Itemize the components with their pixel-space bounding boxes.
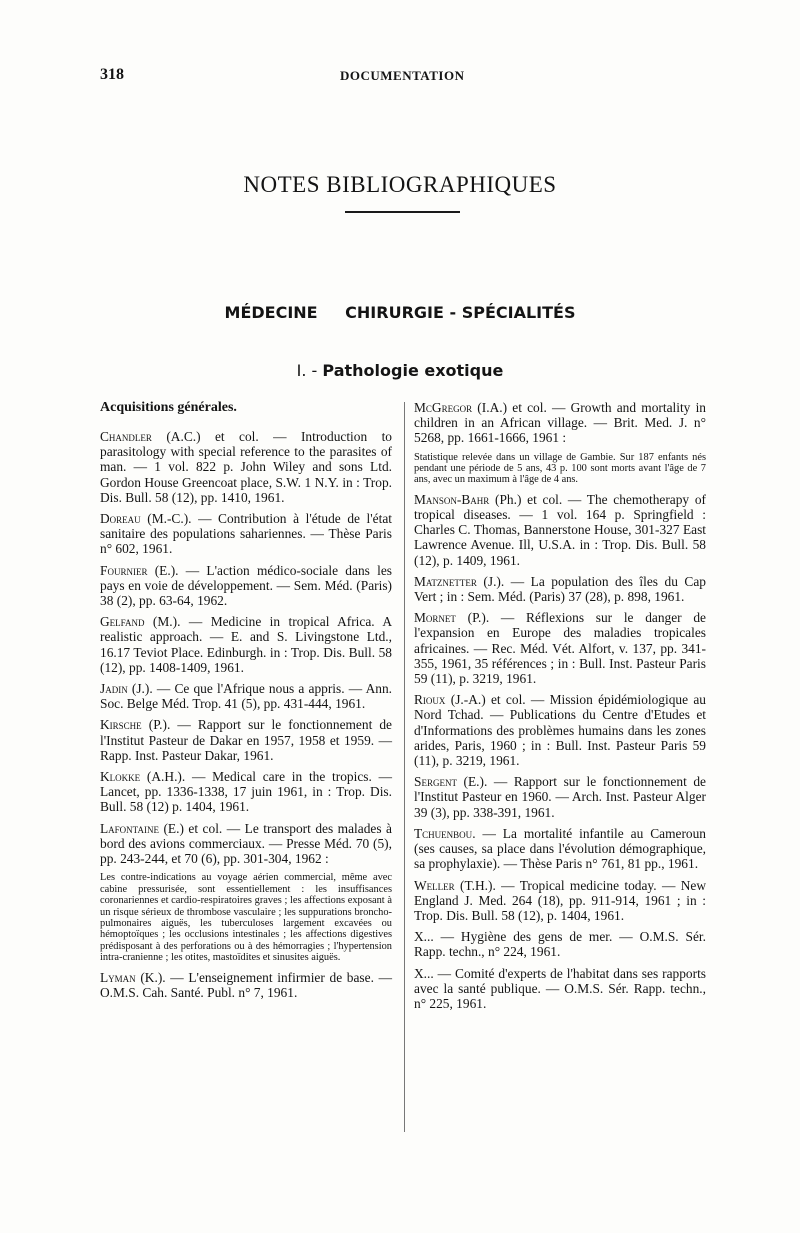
right-column xyxy=(414,400,706,1017)
bibliography-entry xyxy=(414,400,706,446)
bibliography-entry xyxy=(414,929,706,959)
entry-text: (A.H.). — Medical care in the tropics. — Lancet, pp. 1336-1338, 17 juin 1961, in : Trop. Dis. Bull. 58 (12) p. 1404, 1961. xyxy=(100,769,392,815)
bibliography-entry xyxy=(100,717,392,763)
bibliography-entry xyxy=(414,774,706,820)
entry-text: (E.) et col. — Le transport des malades à bord des avions commerciaux. — Presse Méd. 70 (5), pp. 243-244, et 70 (6), pp. 301-304, 1962 : xyxy=(100,820,392,867)
bibliography-entry xyxy=(414,574,706,604)
bibliography-entry xyxy=(100,429,392,505)
bibliography-entry xyxy=(100,821,392,867)
entry-author: Tchuenbou xyxy=(414,825,473,841)
entry-author: Matznetter xyxy=(414,573,477,589)
section-title xyxy=(0,303,800,322)
entry-author: Rioux xyxy=(414,692,446,708)
entry-text: — Hygiène des gens de mer. — O.M.S. Sér. Rapp. techn., n° 224, 1961. xyxy=(414,929,706,960)
entry-text: (E.). — Rapport sur le fonctionnement de l'Institut Pasteur en 1960. — Arch. Inst. Pasteur Alger 39 (3), pp. 338-391, 1961. xyxy=(414,774,706,820)
entry-text: (M.-C.). — Contribution à l'étude de l'état sanitaire des populations sahariennes. — Thèse Paris n° 602, 1961. xyxy=(100,511,392,557)
entry-author: X... xyxy=(414,965,434,981)
running-head: DOCUMENTATION xyxy=(340,68,465,83)
bibliography-entry xyxy=(414,692,706,768)
entry-text: (A.C.) et col. — Introduction to parasitology with special reference to the parasites of man. — 1 vol. 822 p. John Wiley and sons Ltd. Gordon House Greencoat place, S.W. 1 N.Y. in : Trop. Dis. Bull. 58 (12), pp. 1410, 1961. xyxy=(100,429,392,505)
entry-text: (J.). — Ce que l'Afrique nous a appris. — Ann. Soc. Belge Méd. Trop. 41 (5), pp. 431-444, 1961. xyxy=(100,681,392,712)
entry-text: (T.H.). — Tropical medicine today. — New England J. Med. 264 (18), pp. 911-914, 1961 ; in : Trop. Dis. Bull. 58 (12), p. 1404, 1961. xyxy=(414,877,706,923)
entry-author: Lyman xyxy=(100,969,136,985)
column-divider xyxy=(404,402,405,1132)
entry-text: (J.-A.) et col. — Mission épidémiologique au Nord Tchad. — Publications du Centre d'Etudes et d'Informations des problèmes humains dans les zones arides, Paris, 1960 ; in : Bull. Inst. Pasteur Paris 59 (11), p. 3219, 1961. xyxy=(414,692,706,769)
page-number: 318 xyxy=(100,66,124,83)
entry-text: (I.A.) et col. — Growth and mortality in children in an African village. — Brit. Med. J. n° 5268, pp. 1661-1666, 1961 : xyxy=(414,400,706,446)
entry-author: Fournier xyxy=(100,562,148,578)
bibliography-entry xyxy=(100,563,392,609)
entry-text: (K.). — L'enseignement infirmier de base. — O.M.S. Cah. Santé. Publ. n° 7, 1961. xyxy=(100,969,392,1000)
entry-author: McGregor xyxy=(414,400,473,415)
bibliography-entry xyxy=(100,511,392,557)
entry-note: Les contre-indications au voyage aérien commercial, même avec cabine pressurisée, sont essentiellement : les insuffisances coronariennes et cardio-respiratoires graves ; les affections exposant à un risque sérieux de thrombose vasculaire ; les suppurations broncho-pulmonaires aiguës, les tuberculoses largement excavées ou hémoptoïques ; les occlusions intestinales ; les affections digestives prédisposant à des perforations ou à des hémorragies ; l'hypertension intra-cranienne ; les otites, mastoïdites et sinusites aiguës. xyxy=(100,872,392,964)
entry-text: (J.). — La population des îles du Cap Vert ; in : Sem. Méd. (Paris) 37 (28), p. 898, 1961. xyxy=(414,573,706,605)
bibliography-entry xyxy=(100,681,392,711)
entry-author: Doreau xyxy=(100,511,141,527)
page-title: NOTES BIBLIOGRAPHIQUES xyxy=(243,172,557,197)
section-right: SPÉCIALITÉS xyxy=(461,303,576,322)
bibliography-entry xyxy=(100,769,392,815)
entry-text: (M.). — Medicine in tropical Africa. A realistic approach. — E. and S. Livingstone Ltd., 16.17 Teviot Place. Edinburgh. in : Trop. Dis. Bull. 58 (12), pp. 1408-1409, 1961. xyxy=(100,614,392,675)
right-entries xyxy=(414,400,706,1011)
entry-note: Statistique relevée dans un village de Gambie. Sur 187 enfants nés pendant une période de 5 ans, 43 p. 100 sont morts avant l'âge de 7 ans, avec un maximum à l'âge de 4 ans. xyxy=(414,451,706,486)
entry-text: (P.). — Réflexions sur le danger de l'expansion en Europe des maladies tropicales africaines. — Rec. Méd. Vét. Alfort, v. 137, pp. 341-355, 1961, 35 références ; in : Bull. Inst. Pasteur Paris 59 (11), p. 3219, 1961. xyxy=(414,610,706,687)
bibliography-entry xyxy=(414,966,706,1012)
entry-author: Weller xyxy=(414,877,455,893)
section-middle: CHIRURGIE xyxy=(345,303,444,322)
left-entries xyxy=(100,429,392,1000)
entry-author: X... xyxy=(414,929,434,945)
entry-author: Manson-Bahr xyxy=(414,491,490,507)
entry-author: Chandler xyxy=(100,429,152,444)
bibliography-entry xyxy=(414,492,706,568)
entry-author: Jadin xyxy=(100,681,128,697)
entry-author: Klokke xyxy=(100,769,141,785)
subsection-title xyxy=(0,361,800,380)
section-left: MÉDECINE xyxy=(224,303,318,322)
section-sep: - xyxy=(449,303,457,322)
entry-text: . — La mortalité infantile au Cameroun (ses causes, sa place dans l'évolution démographique, sa prophylaxie). — Thèse Paris n° 761, 81 pp., 1961. xyxy=(414,825,706,872)
entry-author: Sergent xyxy=(414,774,457,790)
left-column xyxy=(100,400,392,1006)
group-heading: Acquisitions générales. xyxy=(100,400,237,415)
subsection-number: I. - xyxy=(296,361,318,380)
entry-text: (E.). — L'action médico-sociale dans les pays en voie de développement. — Sem. Méd. (Paris) 38 (2), pp. 63-64, 1962. xyxy=(100,562,392,609)
subsection-label: Pathologie exotique xyxy=(322,361,504,380)
entry-text: (P.). — Rapport sur le fonctionnement de l'Institut Pasteur de Dakar en 1957, 1958 et 1959. — Rapp. Inst. Pasteur Dakar, 1961. xyxy=(100,717,392,763)
entry-author: Kirsche xyxy=(100,717,142,733)
entry-author: Gelfand xyxy=(100,614,145,630)
title-rule xyxy=(345,211,460,213)
entry-author: Lafontaine xyxy=(100,820,159,836)
entry-text: — Comité d'experts de l'habitat dans ses rapports avec la santé publique. — O.M.S. Sér. Rapp. techn., n° 225, 1961. xyxy=(414,965,706,1011)
bibliography-entry xyxy=(414,878,706,924)
bibliography-entry xyxy=(414,610,706,686)
page-header xyxy=(100,66,705,88)
entry-text: (Ph.) et col. — The chemotherapy of tropical diseases. — 1 vol. 164 p. Springfield : Charles C. Thomas, Bannerstone House, 301-327 East Lawrence Avenue. Ill, U.S.A. in : Trop. Dis. Bull. 58 (12), p. 1409, 1961. xyxy=(414,491,706,568)
bibliography-entry xyxy=(100,614,392,675)
bibliography-entry xyxy=(414,826,706,872)
bibliography-entry xyxy=(100,970,392,1000)
entry-author: Mornet xyxy=(414,610,456,626)
